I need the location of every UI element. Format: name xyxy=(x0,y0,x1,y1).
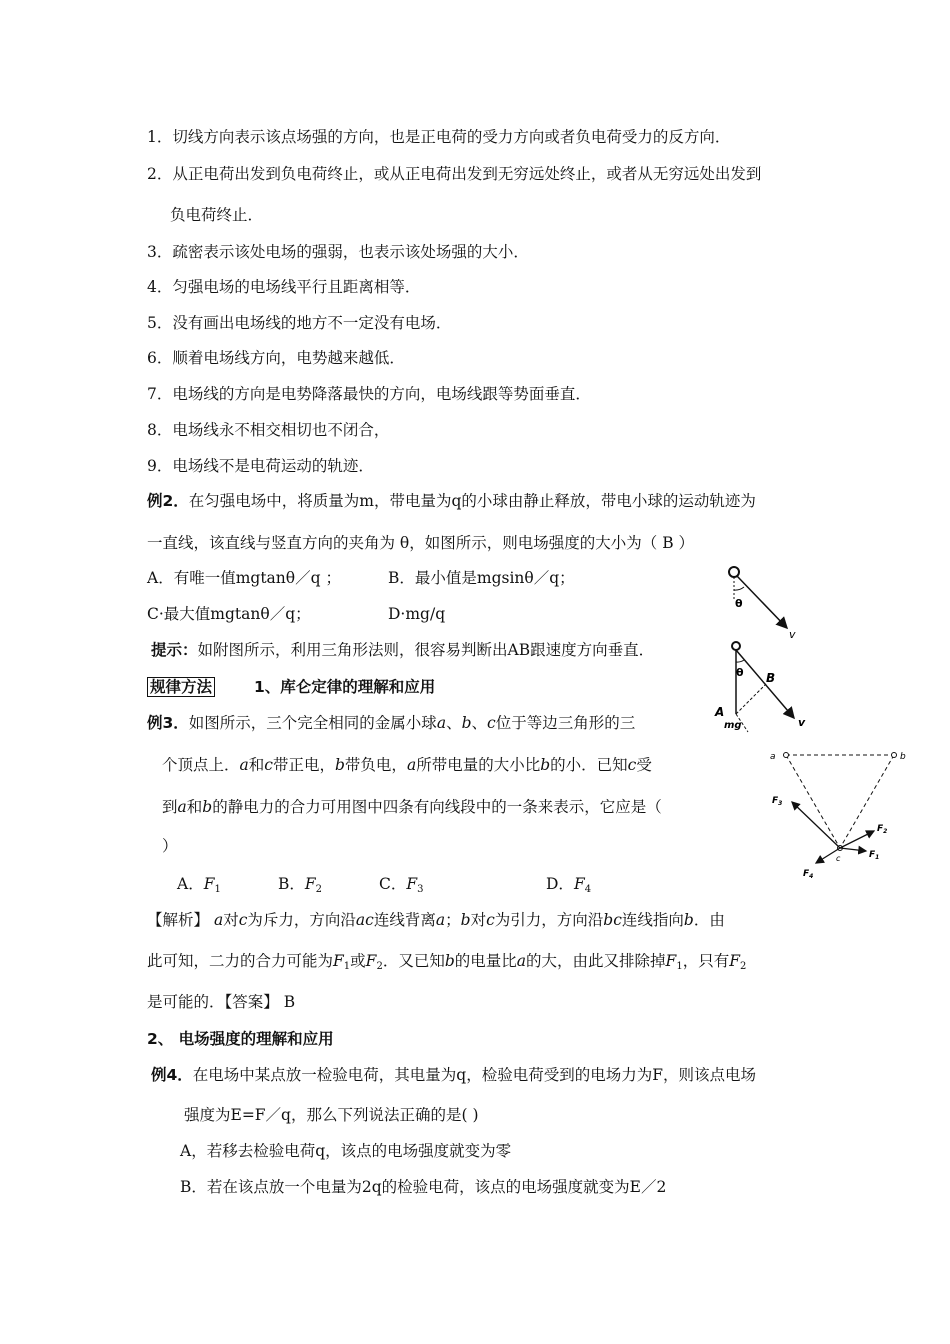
answer-value: B xyxy=(283,993,296,1011)
mg-label: mg xyxy=(724,720,742,731)
point-6: 6．顺着电场线方向，电势越来越低． xyxy=(147,349,405,367)
example-4-option-b: B．若在该点放一个电量为2q的检验电荷，该点的电场强度就变为E／2 xyxy=(180,1178,667,1196)
ball-circle xyxy=(732,642,740,650)
hint-label: 提示： xyxy=(151,641,198,659)
label-f4: $F_4$ xyxy=(803,869,814,880)
f3-arrow xyxy=(792,802,840,848)
ab-dashed-line xyxy=(736,684,766,714)
example-3-figure xyxy=(766,745,916,885)
example-3-line1: 例3．如图所示，三个完全相同的金属小球a、b、c位于等边三角形的三 xyxy=(147,714,636,732)
point-3: 3．疏密表示该处电场的强弱，也表示该处场强的大小． xyxy=(147,243,529,261)
point-9: 9．电场线不是电荷运动的轨迹． xyxy=(147,457,374,475)
point-4: 4．匀强电场的电场线平行且距离相等． xyxy=(147,278,421,296)
point-1: 1．切线方向表示该点场强的方向，也是正电荷的受力方向或者负电荷受力的反方向． xyxy=(147,128,731,146)
ball-b xyxy=(892,753,897,758)
example-2-option-a: A．有唯一值mgtanθ／q ； xyxy=(147,569,341,587)
example-4-label: 例4． xyxy=(151,1066,193,1084)
point-2: 2．从正电荷出发到负电荷终止，或从正电荷出发到无穷远处终止，或者从无穷远处出发到 xyxy=(147,165,762,183)
example-2-option-b: B．最小值是mgsinθ／q； xyxy=(388,569,575,587)
example-2-option-c: C·最大值mgtanθ／q； xyxy=(147,605,311,623)
label-c: c xyxy=(836,854,841,863)
example-3-option-d: D．$F_4$ xyxy=(546,875,592,895)
label-f3: $F_3$ xyxy=(772,796,783,807)
point-a-label: A xyxy=(715,705,725,719)
answer-label: 【答案】 xyxy=(224,993,279,1011)
label-b: b xyxy=(900,752,906,762)
section-2-title: 2、 电场强度的理解和应用 xyxy=(147,1030,334,1048)
f1-arrow xyxy=(840,848,866,851)
example-4-option-a: A，若移去检验电荷q，该点的电场强度就变为零 xyxy=(180,1142,512,1160)
example-3-option-c: C．$F_3$ xyxy=(379,875,424,895)
example-4-line2: 强度为E=F／q，那么下列说法正确的是( ) xyxy=(184,1106,479,1124)
label-f2: $F_2$ xyxy=(877,824,888,835)
example-3-option-a: A．$F_1$ xyxy=(177,875,221,895)
point-5: 5．没有画出电场线的地方不一定没有电场． xyxy=(147,314,452,332)
side-ac xyxy=(786,755,840,848)
example-4-line1: 例4．在电场中某点放一检验电荷，其电量为q，检验电荷受到的电场力为F，则该点电场 xyxy=(151,1066,756,1084)
example-3-line2: 个顶点上．a和c带正电，b带负电，a所带电量的大小比b的小．已知c受 xyxy=(162,756,652,774)
velocity-arrow xyxy=(736,650,794,718)
example-2-option-d: D·mg/q xyxy=(388,605,446,623)
point-7: 7．电场线的方向是电势降落最快的方向，电场线跟等势面垂直． xyxy=(147,385,591,403)
velocity-label: v xyxy=(789,628,796,640)
label-f1: $F_1$ xyxy=(869,850,880,861)
angle-arc xyxy=(734,587,744,590)
analysis-label: 【解析】 xyxy=(147,911,210,929)
example-2-figure-2 xyxy=(712,640,812,740)
point-8: 8．电场线永不相交相切也不闭合， xyxy=(147,421,390,439)
f2-arrow xyxy=(840,831,874,848)
velocity-label: v xyxy=(798,716,806,729)
example-3-line4: ） xyxy=(162,837,178,855)
example-2-hint: 提示：如附图所示，利用三角形法则，很容易判断出AB跟速度方向垂直． xyxy=(151,641,655,659)
point-b-label: B xyxy=(766,671,776,685)
ball-circle xyxy=(729,567,739,577)
point-2-cont: 负电荷终止． xyxy=(170,206,264,224)
analysis-line3: 是可能的．【答案】 B xyxy=(147,993,296,1011)
trajectory-arrow xyxy=(737,576,787,628)
theta-label: θ xyxy=(736,666,744,679)
example-2-figure-1 xyxy=(715,560,805,640)
example-2-line2: 一直线，该直线与竖直方向的夹角为 θ，如图所示，则电场强度的大小为（ B ） xyxy=(147,534,695,552)
section-1-heading xyxy=(147,677,435,697)
theta-label: θ xyxy=(735,597,743,610)
analysis-line1: 【解析】 a对c为斥力，方向沿ac连线背离a；b对c为引力，方向沿bc连线指向b．由 xyxy=(147,911,725,929)
label-a: a xyxy=(770,752,776,762)
example-2-line1: 例2．在匀强电场中，将质量为m，带电量为q的小球由静止释放，带电小球的运动轨迹为 xyxy=(147,492,756,510)
ball-a xyxy=(784,753,789,758)
section-1-title: 1、库仑定律的理解和应用 xyxy=(253,678,436,696)
example-2-label: 例2． xyxy=(147,492,189,510)
analysis-line2: 此可知，二力的合力可能为$F_1$或$F_2$．又已知b的电量比a的大，由此又排除掉$F_1$，只有$F_2$ xyxy=(147,952,747,972)
example-3-option-b: B．$F_2$ xyxy=(278,875,323,895)
example-3-line3: 到a和b的静电力的合力可用图中四条有向线段中的一条来表示，它应是（ xyxy=(162,798,662,816)
angle-arc xyxy=(736,660,744,662)
method-box-label: 规律方法 xyxy=(147,677,215,697)
